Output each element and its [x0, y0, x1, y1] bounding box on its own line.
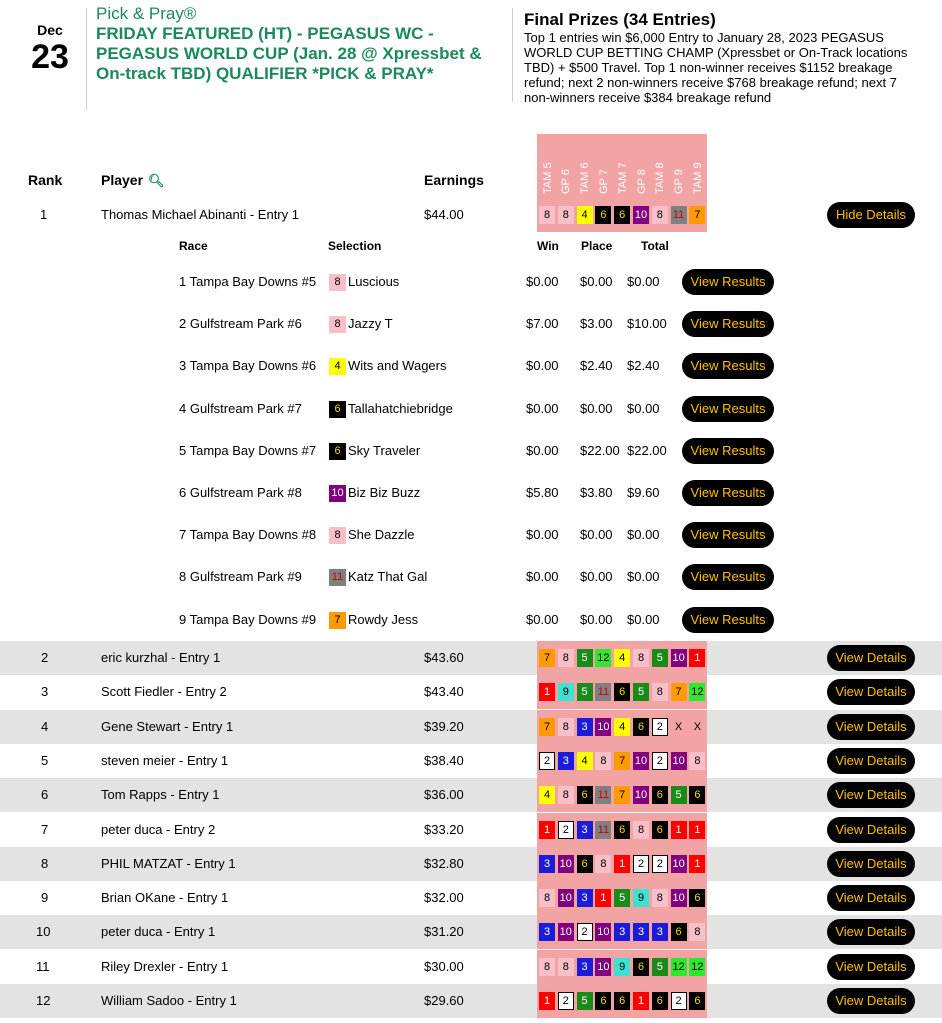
picks-strip: [537, 915, 707, 949]
pick-number: 10: [633, 786, 649, 804]
player-cell[interactable]: eric kurzhal - Entry 1: [101, 650, 221, 665]
date-month: Dec: [37, 22, 63, 38]
selection-col-header: Selection: [328, 239, 382, 253]
race-name: 7 Tampa Bay Downs #8: [179, 527, 317, 543]
race-column-header: [652, 136, 671, 194]
horse-name: Rowdy Jess: [348, 611, 419, 627]
table-row: [0, 847, 942, 881]
race-detail-row: [0, 261, 942, 303]
race-column-label: GP 8: [635, 169, 648, 194]
race-name: 5 Tampa Bay Downs #7: [179, 442, 317, 458]
pick-number: 1: [689, 821, 705, 839]
race-column-header: [539, 136, 558, 194]
view-details-button[interactable]: View Details: [827, 851, 915, 877]
pick-number: 10: [558, 889, 574, 907]
pick-number: 8: [652, 683, 668, 701]
table-row: [0, 950, 942, 984]
place-amount: $2.40: [580, 358, 613, 374]
player-cell[interactable]: Scott Fiedler - Entry 2: [101, 684, 227, 700]
race-name: 6 Gulfstream Park #8: [179, 485, 302, 500]
race-detail-row: [0, 472, 942, 514]
pick-number: 7: [671, 683, 687, 701]
place-amount: $0.00: [580, 611, 613, 627]
pick-number: 8: [539, 206, 555, 224]
pick-number: 5: [577, 683, 593, 701]
pick-number: 10: [595, 718, 611, 736]
pick-number: 8: [558, 206, 574, 224]
player-cell[interactable]: Riley Drexler - Entry 1: [101, 958, 229, 974]
earnings-cell: $33.20: [424, 821, 464, 837]
race-column-label: GP 7: [597, 169, 610, 194]
win-amount: $7.00: [526, 316, 559, 332]
race-column-header: [577, 136, 596, 194]
hide-details-button[interactable]: Hide Details: [827, 202, 915, 228]
pick-number: 11: [595, 683, 611, 701]
pick-number: 8: [633, 821, 649, 839]
view-details-button[interactable]: View Details: [827, 714, 915, 740]
prizes-text: Top 1 entries win $6,000 Entry to January 28, 2023 PEGASUS WORLD CUP BETTING CHAMP (Xpressbet or On-Track locations TBD) + $500 Travel. Top 1 non-winner receives $1152 breakage refund; next 2 non-winners receive $768 breakage refund; next 7 non-winners receive $384 breakage refund: [524, 30, 908, 105]
pick-number: 3: [577, 889, 593, 907]
pick-number: 1: [671, 821, 687, 839]
table-row: [0, 813, 942, 847]
pick-number: 10: [595, 923, 611, 941]
table-row: [0, 710, 942, 744]
place-amount: $22.00: [580, 442, 620, 458]
pick-number: 5: [671, 786, 687, 804]
pick-number: 8: [539, 958, 555, 976]
pick-number: 2: [652, 718, 668, 736]
view-details-button[interactable]: View Details: [827, 919, 915, 945]
earnings-cell: $38.40: [424, 752, 464, 768]
rank-cell: 6: [41, 787, 49, 803]
horse-name: Sky Traveler: [348, 442, 421, 458]
picks-strip: [537, 847, 707, 881]
picks-strip: [537, 744, 707, 778]
race-detail-row: [0, 556, 942, 598]
table-row: [0, 984, 942, 1018]
picks-strip: [537, 778, 707, 812]
rank-cell: 11: [36, 958, 50, 974]
view-results-button[interactable]: View Results: [682, 607, 774, 633]
place-col-header: Place: [581, 239, 613, 253]
pick-number: 6: [595, 206, 611, 224]
pick-number: 10: [558, 923, 574, 941]
pick-number: 1: [539, 992, 555, 1010]
total-amount: $0.00: [627, 611, 660, 627]
race-name: 1 Tampa Bay Downs #5: [179, 274, 317, 289]
pick-number: 5: [614, 889, 630, 907]
pick-number: 8: [595, 855, 611, 873]
table-row: [0, 744, 942, 778]
earnings-cell: $30.00: [424, 958, 464, 974]
pick-number: 6: [614, 206, 630, 224]
race-name: 4 Gulfstream Park #7: [179, 400, 302, 416]
pick-number: 8: [689, 923, 705, 941]
pick-number: 10: [633, 752, 649, 770]
race-column-header: [614, 136, 633, 194]
picks-strip: [537, 641, 707, 675]
pick-number: 8: [558, 649, 574, 667]
pick-number: 2: [633, 855, 649, 873]
horse-name: Wits and Wagers: [348, 358, 447, 374]
pick-number: 10: [671, 855, 687, 873]
place-amount: $0.00: [580, 569, 613, 585]
pick-number: 8: [689, 752, 705, 770]
race-name: 9 Tampa Bay Downs #9: [179, 611, 317, 627]
horse-number: 6: [329, 443, 346, 460]
pick-number: 4: [577, 752, 593, 770]
pick-number: 11: [595, 821, 611, 839]
table-row: [0, 641, 942, 675]
horse-name: Jazzy T: [348, 316, 393, 332]
rank-cell: 3: [41, 684, 49, 700]
win-amount: $0.00: [526, 611, 559, 627]
pick-number: 12: [689, 958, 705, 976]
earnings-cell: $32.00: [424, 890, 464, 906]
pick-number: 1: [595, 889, 611, 907]
table-row-expanded: [0, 198, 942, 232]
earnings-cell: $32.80: [424, 855, 464, 871]
player-cell[interactable]: Thomas Michael Abinanti - Entry 1: [101, 207, 299, 222]
race-name: 3 Tampa Bay Downs #6: [179, 358, 317, 374]
view-results-button[interactable]: View Results: [682, 353, 774, 379]
rank-cell: 10: [36, 924, 51, 940]
pick-number: 10: [671, 752, 687, 770]
win-amount: $0.00: [526, 400, 559, 416]
view-details-button[interactable]: View Details: [827, 885, 915, 911]
pick-number: 3: [633, 923, 649, 941]
race-column-header: [689, 136, 708, 194]
race-detail-row: [0, 388, 942, 430]
total-amount: $0.00: [627, 527, 660, 543]
pick-number: 6: [652, 992, 668, 1010]
picks-strip: [537, 675, 707, 709]
view-details-button[interactable]: View Details: [827, 988, 915, 1014]
horse-name: She Dazzle: [348, 527, 415, 543]
player-cell[interactable]: Tom Rapps - Entry 1: [101, 787, 220, 803]
total-amount: $9.60: [627, 485, 660, 500]
pick-number: 2: [652, 752, 668, 770]
view-details-button[interactable]: View Details: [827, 679, 915, 705]
race-column-label: TAM 5: [541, 162, 554, 194]
view-details-button[interactable]: View Details: [827, 748, 915, 774]
place-amount: $3.00: [580, 316, 613, 332]
pick-number: 6: [633, 718, 649, 736]
pick-number: 3: [652, 923, 668, 941]
pick-number: 3: [558, 752, 574, 770]
pick-number: 2: [558, 821, 574, 839]
pick-number: 4: [614, 718, 630, 736]
pick-number: 4: [539, 786, 555, 804]
view-results-button[interactable]: View Results: [682, 438, 774, 464]
horse-number: 8: [329, 274, 346, 291]
win-amount: $5.80: [526, 485, 559, 500]
pick-number: 6: [577, 786, 593, 804]
pick-number: 9: [633, 889, 649, 907]
horse-number: 8: [329, 527, 346, 544]
pick-number: 2: [671, 992, 687, 1010]
contest-title: FRIDAY FEATURED (HT) - PEGASUS WC - PEGASUS WORLD CUP (Jan. 28 @ Xpressbet & On-track TBD) QUALIFIER *PICK & PRAY*: [96, 24, 482, 83]
player-header-label: Player: [101, 172, 144, 188]
horse-number: 6: [329, 401, 346, 418]
pick-number: 6: [614, 683, 630, 701]
view-results-button[interactable]: View Results: [682, 396, 774, 422]
view-details-button[interactable]: View Details: [827, 954, 915, 980]
place-amount: $0.00: [580, 274, 613, 289]
pick-number: 8: [558, 786, 574, 804]
pick-number: 10: [671, 649, 687, 667]
pick-number: 8: [558, 958, 574, 976]
race-column-label: GP 6: [560, 169, 573, 194]
pick-number: 3: [577, 821, 593, 839]
view-results-button[interactable]: View Results: [682, 480, 774, 506]
pick-number: 10: [671, 889, 687, 907]
view-results-button[interactable]: View Results: [682, 522, 774, 548]
pick-number: 5: [652, 649, 668, 667]
win-amount: $0.00: [526, 527, 559, 543]
pick-number: 3: [577, 718, 593, 736]
win-amount: $0.00: [526, 358, 559, 374]
horse-number: 4: [329, 358, 346, 375]
race-column-label: GP 9: [673, 169, 686, 194]
race-column-label: TAM 9: [691, 162, 704, 194]
pick-number: 5: [577, 649, 593, 667]
pick-number: 7: [539, 649, 555, 667]
picks-strip: [537, 710, 707, 744]
race-detail-row: [0, 345, 942, 387]
race-name: 2 Gulfstream Park #6: [179, 316, 302, 332]
earnings-cell: $43.40: [424, 684, 464, 700]
pick-number: 5: [577, 992, 593, 1010]
horse-name: Luscious: [348, 274, 400, 289]
picks-strip: [537, 813, 707, 847]
pick-number: 6: [595, 992, 611, 1010]
total-amount: $10.00: [627, 316, 667, 332]
prize-divider: [512, 8, 513, 102]
pick-number: X: [674, 720, 683, 733]
pick-number: 10: [633, 206, 649, 224]
horse-number: 11: [329, 569, 346, 586]
pick-number: 4: [614, 649, 630, 667]
view-details-button[interactable]: View Details: [827, 782, 915, 808]
place-amount: $3.80: [580, 485, 613, 500]
earnings-cell: $36.00: [424, 787, 464, 803]
pick-number: 6: [614, 821, 630, 839]
rank-cell: 2: [41, 650, 49, 665]
race-column-headers: [537, 134, 707, 196]
win-amount: $0.00: [526, 442, 559, 458]
pick-number: 8: [595, 752, 611, 770]
picks-strip: [537, 881, 707, 915]
place-amount: $0.00: [580, 400, 613, 416]
pick-number: 8: [633, 649, 649, 667]
pick-number: 11: [671, 206, 687, 224]
player-cell[interactable]: peter duca - Entry 2: [101, 821, 216, 837]
pick-number: 1: [539, 821, 555, 839]
picks-strip: [537, 950, 707, 984]
pick-number: 8: [539, 889, 555, 907]
pick-number: 6: [689, 992, 705, 1010]
pick-number: 3: [614, 923, 630, 941]
rank-cell: 4: [41, 718, 49, 734]
pick-number: 7: [614, 786, 630, 804]
rank-cell: 9: [41, 890, 49, 906]
pick-number: 3: [539, 923, 555, 941]
rank-cell: 8: [41, 855, 49, 871]
pick-number: 9: [558, 683, 574, 701]
rank-cell: 1: [40, 207, 48, 222]
prizes-panel: [524, 10, 924, 105]
pick-number: 10: [558, 855, 574, 873]
win-col-header: Win: [537, 239, 559, 253]
player-cell[interactable]: Brian OKane - Entry 1: [101, 890, 229, 906]
win-amount: $0.00: [526, 569, 559, 585]
horse-number: 10: [329, 485, 346, 502]
pick-number: 1: [539, 683, 555, 701]
horse-name: Tallahatchiebridge: [348, 400, 453, 416]
race-column-header: [633, 136, 652, 194]
contest-date: [22, 22, 78, 76]
race-detail-row: [0, 430, 942, 472]
pick-number: 9: [614, 958, 630, 976]
pick-number: X: [693, 720, 702, 733]
contest-brand: Pick & Pray®: [96, 4, 197, 23]
table-row: [0, 675, 942, 709]
earnings-header: Earnings: [424, 172, 484, 188]
earnings-cell: $44.00: [424, 207, 464, 222]
earnings-cell: $39.20: [424, 718, 464, 734]
view-details-button[interactable]: View Details: [827, 645, 915, 671]
pick-number: 6: [671, 923, 687, 941]
earnings-cell: $31.20: [424, 924, 464, 940]
horse-number: 7: [329, 612, 346, 629]
contest-header: [96, 4, 496, 84]
player-cell[interactable]: Gene Stewart - Entry 1: [101, 718, 234, 734]
pick-number: 8: [652, 889, 668, 907]
player-cell[interactable]: peter duca - Entry 1: [101, 924, 216, 940]
horse-name: Biz Biz Buzz: [348, 485, 421, 500]
date-day: 23: [31, 38, 69, 76]
view-details-button[interactable]: View Details: [827, 817, 915, 843]
rank-cell: 5: [41, 752, 49, 768]
player-cell[interactable]: steven meier - Entry 1: [101, 752, 229, 768]
pick-number: 3: [539, 855, 555, 873]
rank-cell: 7: [41, 821, 49, 837]
pick-number: 6: [577, 855, 593, 873]
pick-number: 7: [689, 206, 705, 224]
pick-number: 12: [671, 958, 687, 976]
pick-number: 5: [633, 683, 649, 701]
pick-number: 2: [652, 855, 668, 873]
pick-number: 1: [633, 992, 649, 1010]
view-results-button[interactable]: View Results: [682, 311, 774, 337]
race-column-label: TAM 8: [654, 162, 667, 194]
player-header: [101, 172, 165, 189]
pick-number: 6: [689, 889, 705, 907]
pick-number: 8: [652, 206, 668, 224]
player-cell[interactable]: William Sadoo - Entry 1: [101, 993, 237, 1008]
horse-name: Katz That Gal: [348, 569, 428, 585]
race-column-label: TAM 6: [579, 162, 592, 194]
pick-number: 6: [652, 786, 668, 804]
horse-number: 8: [329, 316, 346, 333]
total-amount: $2.40: [627, 358, 660, 374]
pick-number: 7: [614, 752, 630, 770]
race-column-header: [595, 136, 614, 194]
table-row: [0, 881, 942, 915]
race-detail-row: [0, 599, 942, 641]
pick-number: 6: [633, 958, 649, 976]
pick-number: 3: [577, 958, 593, 976]
pick-number: 12: [689, 683, 705, 701]
place-amount: $0.00: [580, 527, 613, 543]
race-column-header: [558, 136, 577, 194]
pick-number: 10: [595, 958, 611, 976]
view-results-button[interactable]: View Results: [682, 269, 774, 295]
pick-number: 1: [614, 855, 630, 873]
total-amount: $22.00: [627, 442, 667, 458]
pick-number: 7: [539, 718, 555, 736]
pick-number: 1: [689, 649, 705, 667]
rank-cell: 12: [36, 993, 51, 1008]
earnings-cell: $43.60: [424, 650, 464, 665]
view-results-button[interactable]: View Results: [682, 564, 774, 590]
pick-number: 5: [652, 958, 668, 976]
total-col-header: Total: [641, 239, 669, 253]
rank-header: Rank: [28, 172, 63, 188]
table-row: [0, 778, 942, 812]
earnings-cell: $29.60: [424, 993, 464, 1008]
pick-number: 4: [577, 206, 593, 224]
race-detail-row: [0, 303, 942, 345]
picks-strip: [537, 984, 707, 1018]
race-detail-row: [0, 514, 942, 556]
pick-number: 8: [558, 718, 574, 736]
search-icon[interactable]: 🔍︎: [148, 173, 165, 188]
pick-number: 1: [689, 855, 705, 873]
pick-number: 2: [558, 992, 574, 1010]
picks-strip: [537, 198, 707, 232]
pick-number: 11: [595, 786, 611, 804]
total-amount: $0.00: [627, 274, 660, 289]
pick-number: 2: [577, 923, 593, 941]
pick-number: 6: [689, 786, 705, 804]
total-amount: $0.00: [627, 569, 660, 585]
race-column-label: TAM 7: [616, 162, 629, 194]
pick-number: 6: [652, 821, 668, 839]
player-cell[interactable]: PHIL MATZAT - Entry 1: [101, 855, 236, 871]
race-name: 8 Gulfstream Park #9: [179, 569, 302, 585]
pick-number: 6: [614, 992, 630, 1010]
header-divider: [86, 8, 87, 110]
prizes-title: Final Prizes (34 Entries): [524, 10, 716, 29]
pick-number: 2: [539, 752, 555, 770]
race-column-header: [671, 136, 690, 194]
race-col-header: Race: [179, 239, 208, 253]
pick-number: 12: [595, 649, 611, 667]
win-amount: $0.00: [526, 274, 559, 289]
table-row: [0, 915, 942, 949]
total-amount: $0.00: [627, 400, 660, 416]
